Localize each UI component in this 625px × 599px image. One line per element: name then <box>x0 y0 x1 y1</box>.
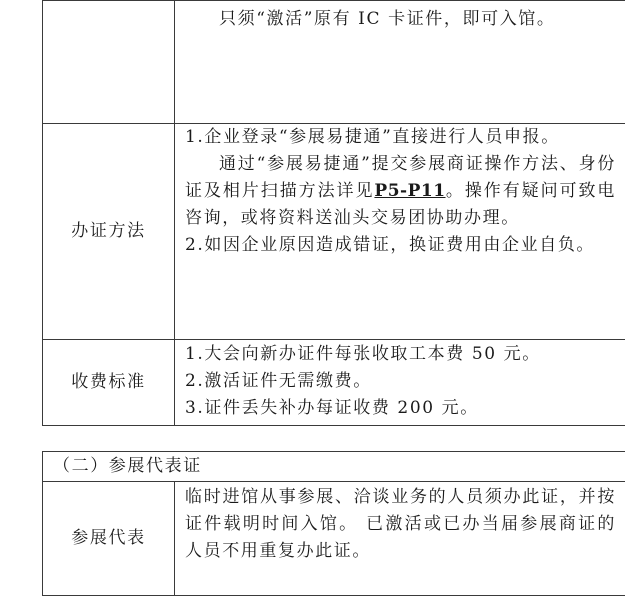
representative-text: 临时进馆从事参展、洽谈业务的人员须办此证，并按证件载明时间入馆。 已激活或已办当届参展商证的人员不用重复办此证。 <box>185 487 616 561</box>
activate-text: 只须“激活”原有 IC 卡证件，即可入馆。 <box>219 9 556 29</box>
method-cell <box>175 124 625 340</box>
fee-item: 2.激活证件无需缴费。 <box>185 371 372 391</box>
fee-cell <box>175 340 625 426</box>
row-label-fee: 收费标准 <box>43 340 175 426</box>
fee-item: 1.大会向新办证件每张收取工本费 50 元。 <box>185 344 541 364</box>
method-detail-before: 通过“参展易捷通”提交参展商证操作方法、身份证及相片扫描方法详见 <box>185 154 616 201</box>
activate-cell <box>175 1 625 124</box>
representative-pass-table <box>42 451 625 596</box>
fee-item: 3.证件丢失补办每证收费 200 元。 <box>185 398 479 418</box>
method-step-1: 1.企业登录“参展易捷通”直接进行人员申报。 <box>185 127 560 147</box>
row-label-method: 办证方法 <box>43 124 175 340</box>
method-detail-after: 。操作有疑问可致电咨询，或将资料送汕头交易团协助办理。 <box>185 181 617 228</box>
section-heading-row <box>43 452 625 482</box>
page-reference: P5-P11 <box>374 181 446 201</box>
pass-rules-table <box>42 0 625 426</box>
table-row-activate <box>43 1 625 124</box>
method-step-2: 2.如因企业原因造成错证，换证费用由企业自负。 <box>185 235 596 255</box>
row-label-empty <box>43 1 175 124</box>
table-row-method <box>43 124 625 340</box>
method-detail <box>185 151 616 232</box>
table-row-representative <box>43 482 625 596</box>
table-row-fee <box>43 340 625 426</box>
representative-cell <box>175 482 625 596</box>
section-title: （二）参展代表证 <box>43 452 625 482</box>
row-label-representative: 参展代表 <box>43 482 175 596</box>
